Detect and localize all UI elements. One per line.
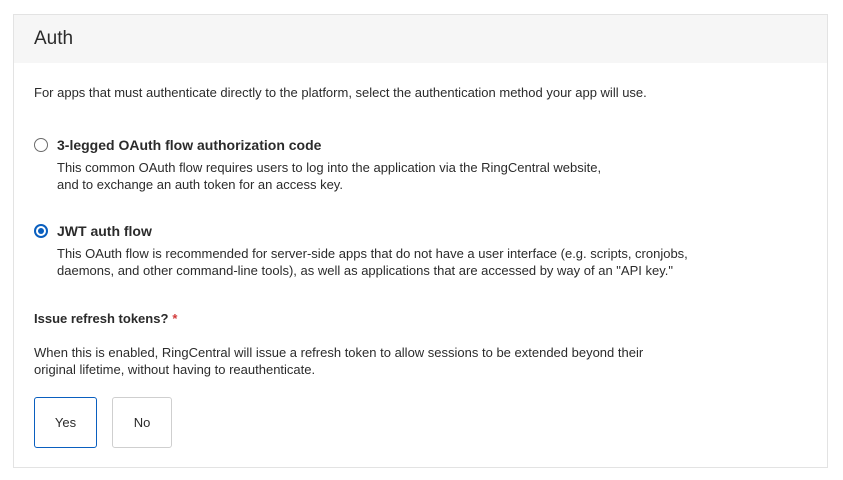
refresh-tokens-description	[34, 344, 714, 378]
refresh-tokens-description-line-2: original lifetime, without having to reauthenticate.	[34, 362, 316, 377]
refresh-yes-button[interactable]: Yes	[34, 397, 97, 448]
auth-title: Auth	[34, 28, 74, 49]
refresh-no-button[interactable]: No	[112, 397, 172, 448]
jwt-description	[57, 245, 757, 279]
auth-card	[13, 14, 828, 468]
jwt-description-line-2: daemons, and other command-line tools), as well as applications that are accessed by way of an "API key."	[57, 263, 673, 278]
auth-card-header	[14, 15, 827, 63]
required-marker: *	[172, 311, 178, 326]
oauth-code-description	[57, 159, 757, 193]
refresh-tokens-label-text: Issue refresh tokens?	[34, 311, 169, 326]
auth-intro-text: For apps that must authenticate directly to the platform, select the authentication method your app will use.	[34, 85, 647, 100]
jwt-label[interactable]: JWT auth flow	[57, 223, 152, 239]
refresh-tokens-label	[34, 311, 177, 326]
jwt-description-line-1: This OAuth flow is recommended for server-side apps that do not have a user interface (e.g. scripts, cronjobs,	[57, 246, 688, 261]
refresh-tokens-description-line-1: When this is enabled, RingCentral will issue a refresh token to allow sessions to be extended beyond their	[34, 345, 644, 360]
jwt-radio[interactable]	[34, 224, 48, 238]
oauth-code-label[interactable]: 3-legged OAuth flow authorization code	[57, 137, 322, 153]
oauth-code-radio[interactable]	[34, 138, 48, 152]
oauth-code-description-line-1: This common OAuth flow requires users to log into the application via the RingCentral website,	[57, 160, 602, 175]
oauth-code-description-line-2: and to exchange an auth token for an access key.	[57, 177, 343, 192]
